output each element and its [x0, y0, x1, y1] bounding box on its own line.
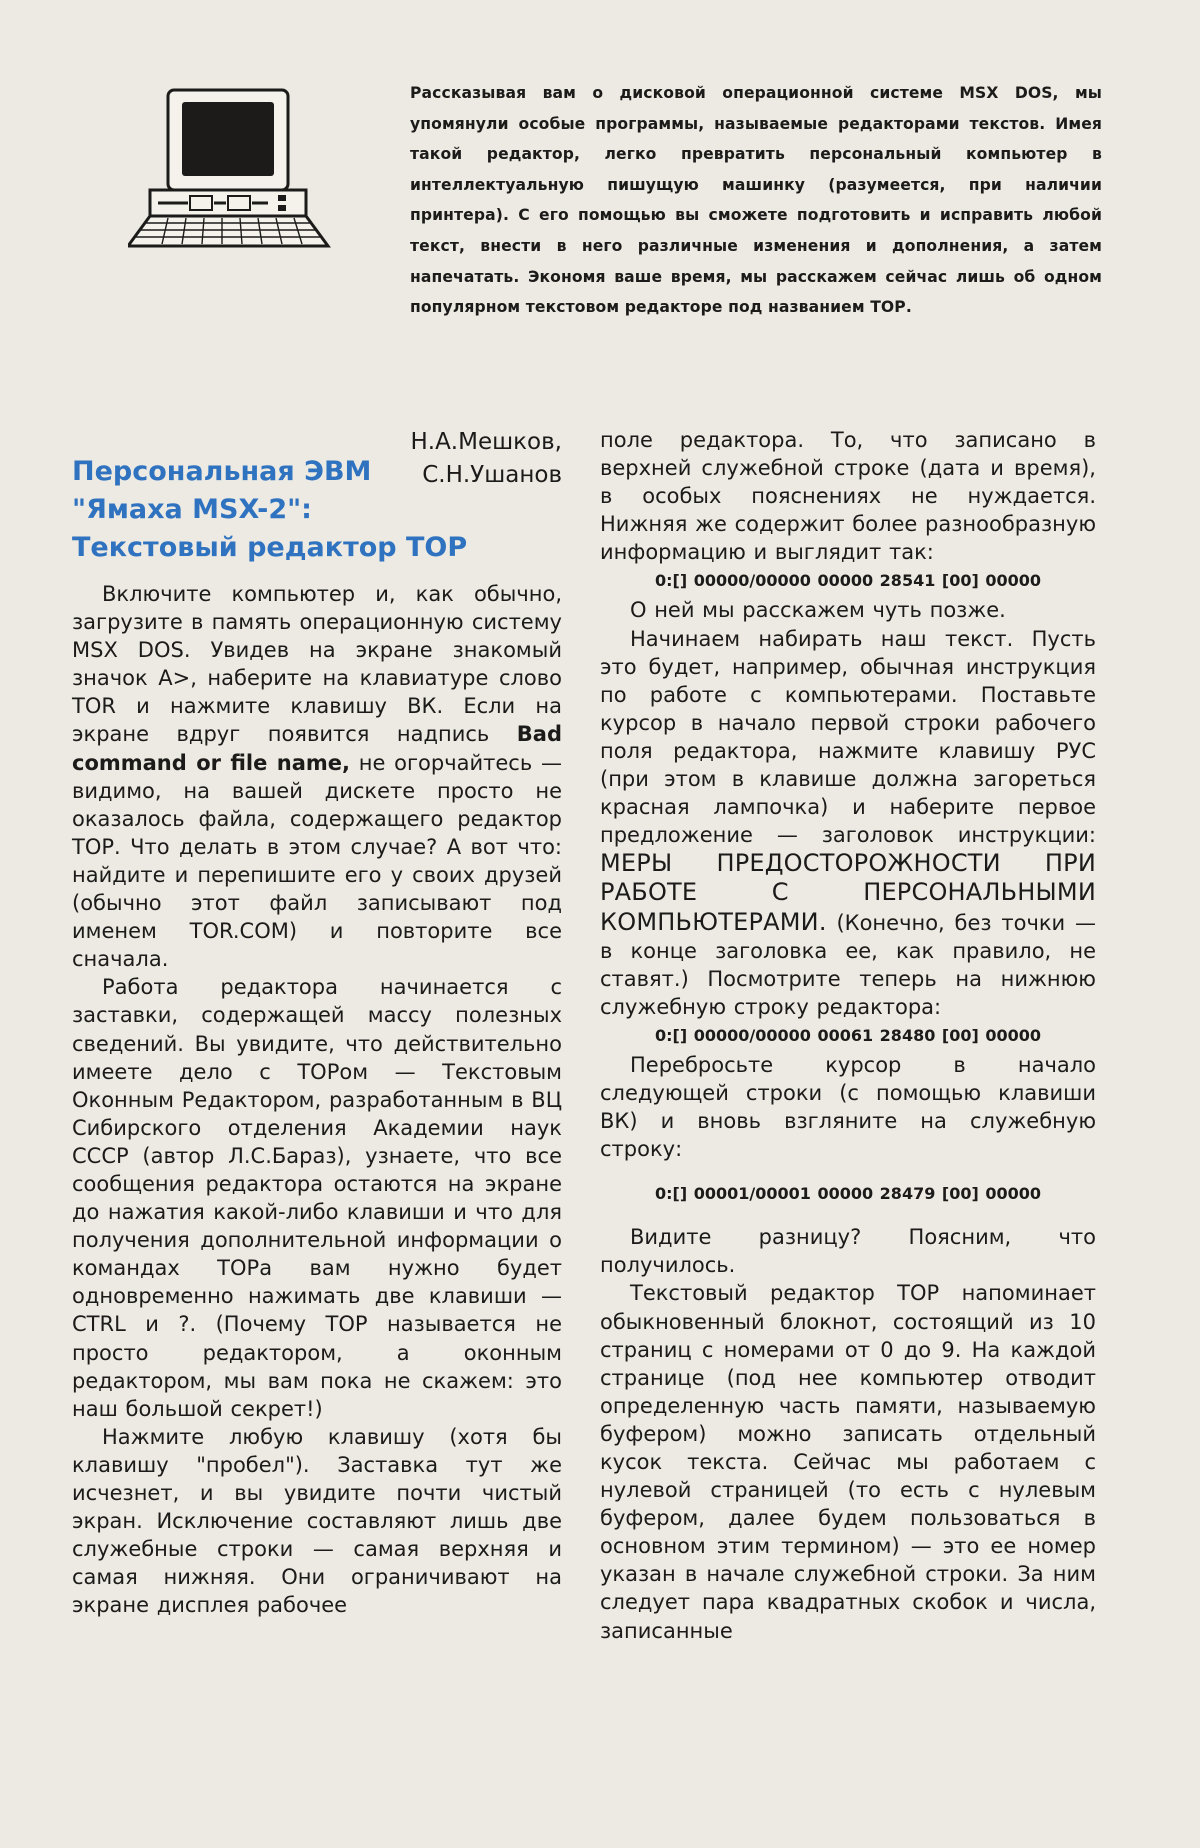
text: Включите компьютер и, как обычно, загрузите в память операционную систему MSX DOS. Увидев на экране знакомый значок A>, наберите на клавиатуре слово TOR и нажмите клавишу ВК. Если на экране вдруг появится надпись	[72, 582, 562, 747]
computer-icon	[128, 86, 390, 250]
status-line-1: 0:[] 00000/00000 00000 28541 [00] 00000	[654, 571, 1042, 591]
text: не огорчайтесь — видимо, на вашей дискете просто не оказалось файла, содержащего редактор ТОР. Что делать в этом случае? А вот что: найдите и перепишите его у своих друзей (обычно этот файл записывают под именем TOR.COM) и повторите все сначала.	[72, 750, 562, 972]
paragraph: Перебросьте курсор в начало следующей строки (с помощью клавиши ВК) и вновь взгляните на служебную строку:	[600, 1052, 1096, 1162]
error-message: Bad command or file name,	[72, 722, 562, 775]
text: (Конечно, без точки — в конце заголовка ее, как правило, не ставят.) Посмотрите теперь на нижнюю служебную строку редактора:	[600, 910, 1096, 1019]
author-2: С.Н.Ушанов	[422, 462, 562, 488]
title-line-3: Текстовый редактор ТОР	[72, 532, 468, 563]
paragraph	[72, 580, 562, 973]
paragraph: поле редактора. То, что записано в верхней служебной строке (дата и время), в особых пояснениях не нуждается. Нижняя же содержит более разнообразную информацию и выглядит так:	[600, 428, 1096, 565]
status-line-3: 0:[] 00001/00001 00000 28479 [00] 00000	[654, 1184, 1042, 1204]
column-right	[600, 426, 1096, 1645]
intro-lead: Рассказывая вам о дисковой операционной системе MSX DOS, мы упомянули особые программы, называемые редакторами текстов. Имея такой редактор, легко превратить персональный компьютер в интеллектуальную пишущую машинку (разумеется, при наличии принтера). С его помощью вы сможете подготовить и исправить любой текст, внести в него различные изменения и дополнения, а затем напечатать. Экономя ваше время, мы расскажем сейчас лишь об одном популярном текстовом редакторе под названием ТОР.	[410, 84, 1102, 317]
paragraph: О ней мы расскажем чуть позже.	[630, 598, 1006, 623]
paragraph: Текстовый редактор ТОР напоминает обыкновенный блокнот, состоящий из 10 страниц с номерами от 0 до 9. На каждой странице (под нее компьютер отводит определенную часть памяти, называемую буфером) можно записать отдельный кусок текста. Сейчас мы работаем с нулевой страницей (то есть с нулевым буфером, далее будем пользоваться в основном этим термином) — это ее номер указан в начале служебной строки. За ним следует пара квадратных скобок и числа, записанные	[600, 1281, 1096, 1643]
instruction-heading: МЕРЫ ПРЕДОСТОРОЖНОСТИ ПРИ РАБОТЕ С ПЕРСОНАЛЬНЫМИ КОМПЬЮТЕРАМИ.	[600, 849, 1096, 936]
paragraph: Видите разницу? Поясним, что получилось.	[600, 1225, 1096, 1278]
column-left	[72, 580, 562, 1619]
title-line-1: Персональная ЭВМ	[72, 456, 372, 487]
author-1: Н.А.Мешков,	[410, 429, 562, 455]
text: Начинаем набирать наш текст. Пусть это будет, например, обычная инструкция по работе с компьютерами. Поставьте курсор в начало первой строки рабочего поля редактора, нажмите клавишу РУС (при этом в клавише должна загореться красная лампочка) и наберите первое предложение — заголовок инструкции:	[600, 626, 1096, 848]
title-line-2: "Ямаха MSX-2":	[72, 494, 312, 525]
paragraph	[600, 625, 1096, 1021]
paragraph: Работа редактора начинается с заставки, содержащей массу полезных сведений. Вы увидите, что действительно имеете дело с ТОРом — Текстовым Оконным Редактором, разработанным в ВЦ Сибирского отделения Академии наук СССР (автор Л.С.Бараз), узнаете, что все сообщения редактора остаются на экране до нажатия какой-либо клавиши и что для получения дополнительной информации о командах ТОРа вам нужно будет одновременно нажимать две клавиши — CTRL и ?. (Почему ТОР называется не просто редактором, а оконным редактором, мы вам пока не скажем: это наш большой секрет!)	[72, 975, 562, 1421]
article-title	[72, 453, 542, 567]
paragraph: Нажмите любую клавишу (хотя бы клавишу "пробел"). Заставка тут же исчезнет, и вы увидите почти чистый экран. Исключение составляют лишь две служебные строки — самая верхняя и самая нижняя. Они ограничивают на экране дисплея рабочее	[72, 1424, 562, 1618]
status-line-2: 0:[] 00000/00000 00061 28480 [00] 00000	[654, 1025, 1042, 1045]
